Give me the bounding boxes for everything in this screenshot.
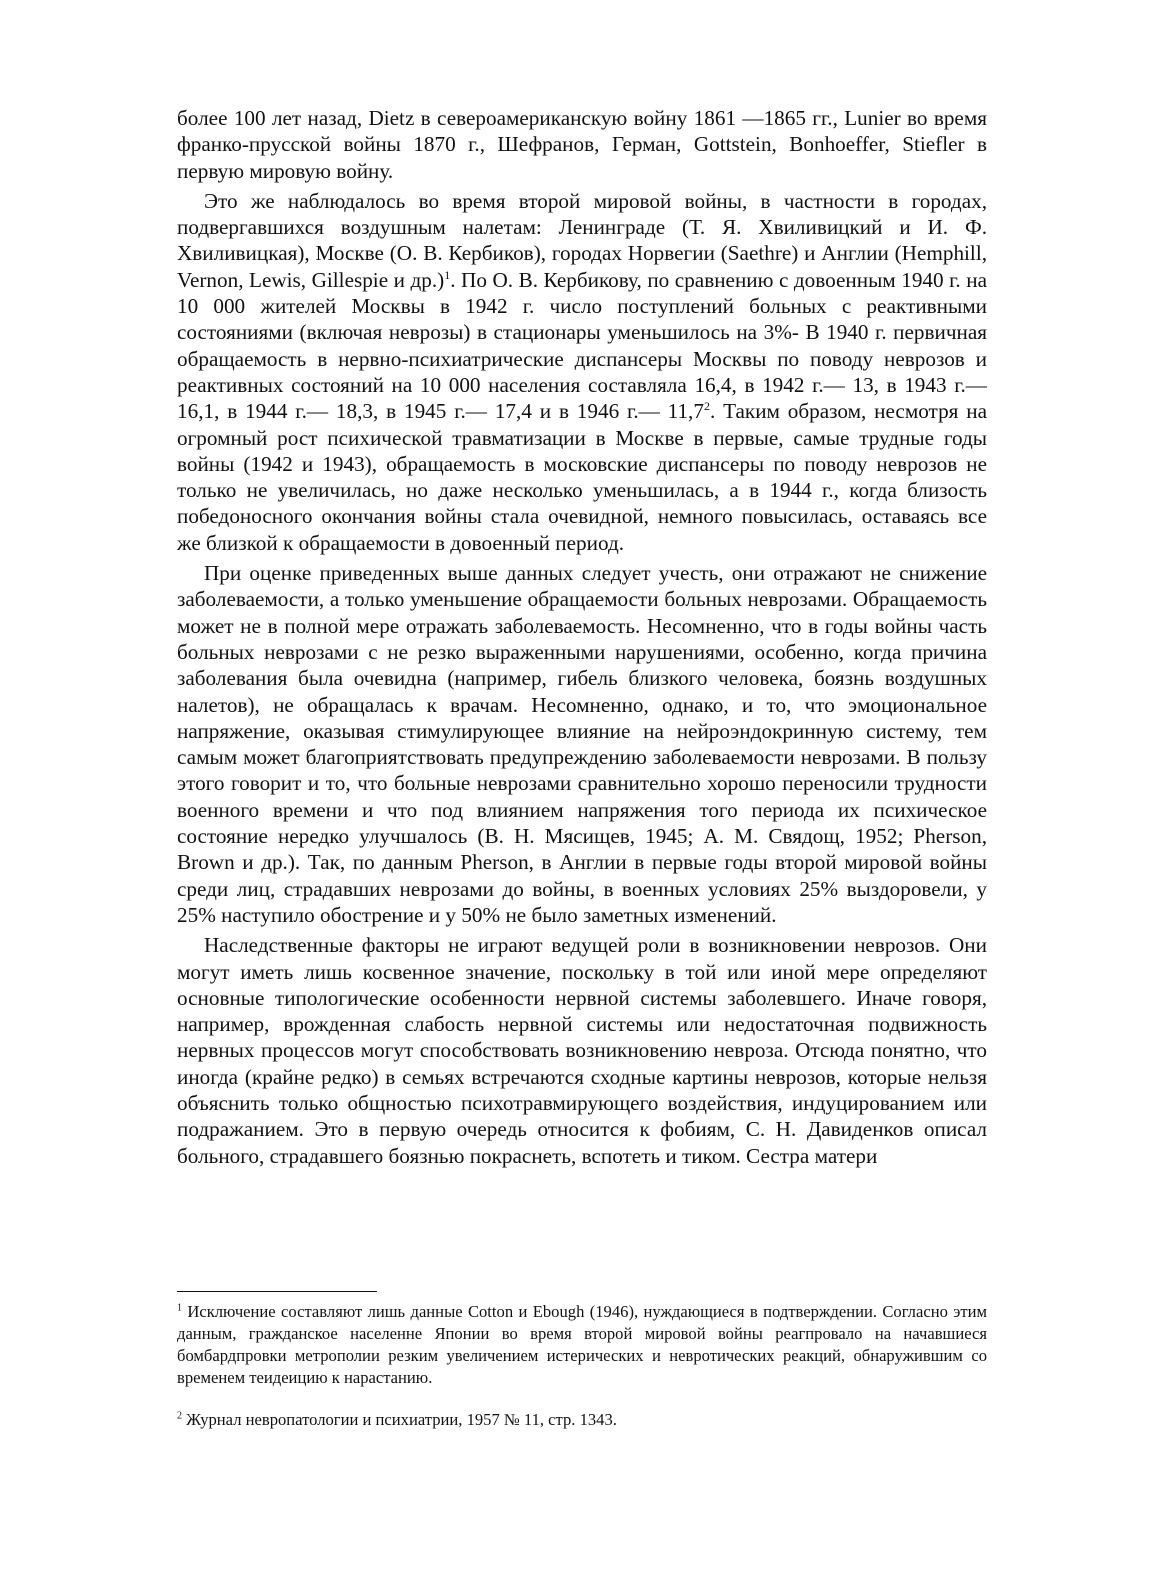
paragraph-2: [177, 188, 987, 556]
footnote-ref-1[interactable]: 1: [444, 267, 451, 282]
footnote-2-text: Журнал невропатологии и психиатрии, 1957 № 11, стр. 1343.: [182, 1410, 617, 1429]
footnote-1-text: Исключение составляют лишь данные Cotton и Ebough (1946), нуждающиеся в подтверждении. Согласно этим данным, гражданское населенне Японии во время второй мировой войны реагпровало на начавшиеся бомбардпровки метрополии резким увеличением истерических и невротических реакций, обнаружившим со временем теидеицию к нарастанию.: [177, 1302, 987, 1387]
footnote-1-mark: 1: [177, 1302, 182, 1314]
footnotes: [177, 1301, 987, 1431]
footnote-divider: [177, 1291, 377, 1292]
paragraph-3: При оценке приведенных выше данных следует учесть, они отражают не снижение заболеваемости, а только уменьшение обращаемости больных неврозами. Обращаемость может не в полной мере отражать заболеваемость. Несомненно, что в годы войны часть больных неврозами с не резко выраженными нарушениями, особенно, когда причина заболевания была очевидна (например, гибель близкого человека, боязнь воздушных налетов), не обращалась к врачам. Несомненно, однако, и то, что эмоциональное напряжение, оказывая стимулирующее влияние на нейроэндокринную систему, тем самым может благоприятствовать предупреждению заболеваемости неврозами. В пользу этого говорит и то, что больные неврозами сравнительно хорошо переносили трудности военного времени и что под влиянием напряжения того периода их психическое состояние нередко улучшалось (В. Н. Мясищев, 1945; А. М. Свядощ, 1952; Pherson, Brown и др.). Так, по данным Pherson, в Англии в первые годы второй мировой войны среди лиц, страдавших неврозами до войны, в военных условиях 25% выздоровели, у 25% наступило обострение и у 50% не было заметных изменений.: [177, 561, 987, 927]
page-body: [177, 105, 987, 1169]
footnote-1: [177, 1301, 987, 1389]
footnote-2-mark: 2: [177, 1410, 182, 1422]
footnote-2: [177, 1409, 987, 1431]
paragraph-2-part-b: . По О. В. Кербикову, по сравнению с довоенным 1940 г. на 10 000 жителей Москвы в 1942 г. число поступлений больных с реактивными состояниями (включая неврозы) в стационары уменьшилось на 3%- В 1940 г. первичная обращаемость в нервно-психиатрические диспансеры Москвы по поводу неврозов и реактивных состояний на 10 000 населения составляла 16,4, в 1942 г.— 13, в 1943 г.— 16,1, в 1944 г.— 18,3, в 1945 г.— 17,4 и в 1946 г.— 11,7: [177, 267, 987, 424]
paragraph-2-part-c: . Таким образом, несмотря на огромный рост психической травматизации в Москве в первые, самые трудные годы войны (1942 и 1943), обращаемость в московские диспансеры по поводу неврозов не только не увеличилась, но даже несколько уменьшилась, а в 1944 г., когда близость победоносного окончания войны стала очевидной, немного повысилась, оставаясь все же близкой к обращаемости в довоенный период.: [177, 399, 987, 555]
paragraph-1: более 100 лет назад, Dietz в североамериканскую войну 1861 —1865 гг., Lunier во время франко-прусской войны 1870 г., Шефранов, Герман, Gottstein, Bonhoeffer, Stiefler в первую мировую войну.: [177, 106, 987, 183]
paragraph-4: Наследственные факторы не играют ведущей роли в возникновении неврозов. Они могут иметь лишь косвенное значение, поскольку в той или иной мере определяют основные типологические особенности нервной системы заболевшего. Иначе говоря, например, врожденная слабость нервной системы или недостаточная подвижность нервных процессов могут способствовать возникновению невроза. Отсюда понятно, что иногда (крайне редко) в семьях встречаются сходные картины неврозов, которые нельзя объяснить только общностью психотравмирующего воздействия, индуцированием или подражанием. Это в первую очередь относится к фобиям, С. Н. Давиденков описал больного, страдавшего боязнью покраснеть, вспотеть и тиком. Сестра матери: [177, 933, 987, 1168]
paragraph-2-part-a: Это же наблюдалось во время второй мировой войны, в частности в городах, подвергавшихся воздушным налетам: Ленинграде (Т. Я. Хвиливицкий и И. Ф. Хвиливицкая), Москве (О. В. Кербиков), городах Норвегии (Saethre) и Англии (Hemphill, Vernon, Lewis, Gillespie и др.): [177, 188, 987, 292]
footnote-ref-2[interactable]: 2: [703, 399, 710, 414]
